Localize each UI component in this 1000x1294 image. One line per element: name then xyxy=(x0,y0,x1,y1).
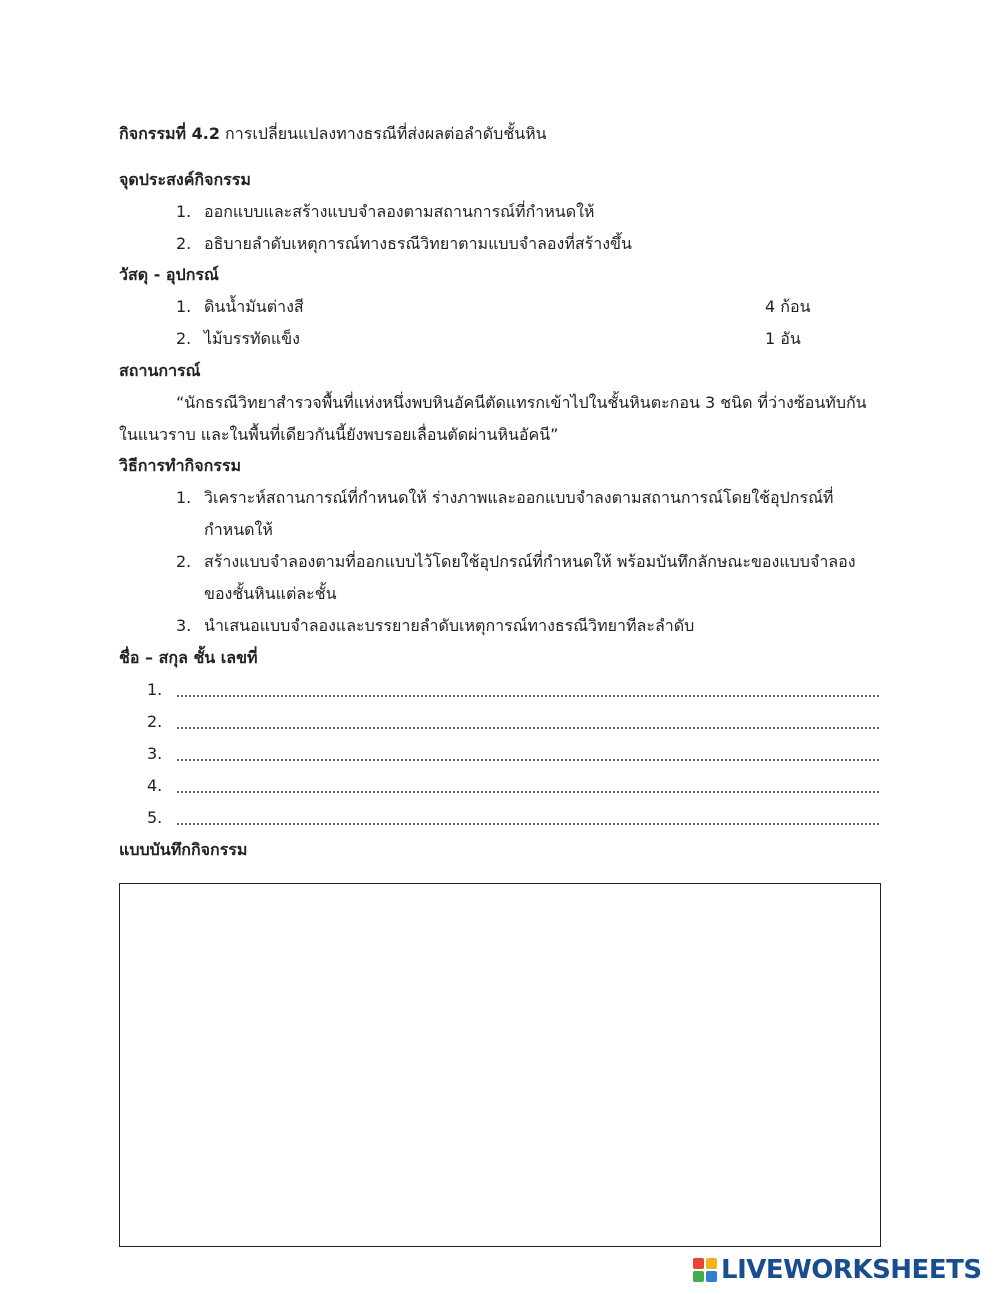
activity-title-text: การเปลี่ยนแปลงทางธรณีที่ส่งผลต่อลำดับชั้นหิน xyxy=(225,124,547,143)
logo-blocks-icon xyxy=(693,1258,717,1282)
procedure-step-text-cont: กำหนดให้ xyxy=(204,520,273,539)
procedure-step-text-cont: ของชั้นหินแต่ละชั้น xyxy=(204,584,337,603)
activity-label: กิจกรรมที่ 4.2 xyxy=(119,124,220,143)
material-quantity: 1 อัน xyxy=(765,329,801,348)
objective-text: อธิบายลำดับเหตุการณ์ทางธรณีวิทยาตามแบบจำลองที่สร้างขึ้น xyxy=(204,234,632,253)
objective-number: 1. xyxy=(176,202,192,221)
material-number: 2. xyxy=(176,329,192,348)
record-heading: แบบบันทึกกิจกรรม xyxy=(119,840,248,859)
material-name: ไม้บรรทัดแข็ง xyxy=(204,329,300,348)
name-entry-line[interactable] xyxy=(176,759,881,761)
name-row-number: 3. xyxy=(147,744,163,763)
procedure-step-number: 3. xyxy=(176,616,192,635)
objective-text: ออกแบบและสร้างแบบจำลองตามสถานการณ์ที่กำหนดให้ xyxy=(204,202,595,221)
name-row-number: 4. xyxy=(147,776,163,795)
name-entry-line[interactable] xyxy=(176,695,881,697)
material-number: 1. xyxy=(176,297,192,316)
procedure-step-text: วิเคราะห์สถานการณ์ที่กำหนดให้ ร่างภาพและออกแบบจำลงตามสถานการณ์โดยใช้อุปกรณ์ที่ xyxy=(204,488,834,507)
name-entry-line[interactable] xyxy=(176,791,881,793)
names-heading: ชื่อ – สกุล ชั้น เลขที่ xyxy=(119,648,258,667)
name-entry-line[interactable] xyxy=(176,823,881,825)
logo-text: LIVEWORKSHEETS xyxy=(721,1255,982,1285)
name-row-number: 5. xyxy=(147,808,163,827)
materials-heading: วัสดุ - อุปกรณ์ xyxy=(119,265,219,284)
liveworksheets-logo xyxy=(693,1256,982,1284)
procedure-step-number: 1. xyxy=(176,488,192,507)
activity-title xyxy=(119,124,547,144)
record-answer-box[interactable] xyxy=(119,883,881,1247)
procedure-step-text: นำเสนอแบบจำลองและบรรยายลำดับเหตุการณ์ทางธรณีวิทยาทีละลำดับ xyxy=(204,616,695,635)
procedure-step-number: 2. xyxy=(176,552,192,571)
scenario-text-line2: ในแนวราบ และในพื้นที่เดียวกันนี้ยังพบรอยเลื่อนตัดผ่านหินอัคนี” xyxy=(119,425,559,444)
material-name: ดินน้ำมันต่างสี xyxy=(204,297,304,316)
name-row-number: 2. xyxy=(147,712,163,731)
scenario-text-line1: “นักธรณีวิทยาสำรวจพื้นที่แห่งหนึ่งพบหินอัคนีตัดแทรกเข้าไปในชั้นหินตะกอน 3 ชนิด ที่ว่างซ้อนทับกัน xyxy=(176,393,867,412)
objectives-heading: จุดประสงค์กิจกรรม xyxy=(119,170,251,189)
scenario-heading: สถานการณ์ xyxy=(119,361,201,380)
procedure-step-text: สร้างแบบจำลองตามที่ออกแบบไว้โดยใช้อุปกรณ์ที่กำหนดให้ พร้อมบันทึกลักษณะของแบบจำลอง xyxy=(204,552,856,571)
name-row-number: 1. xyxy=(147,680,163,699)
procedure-heading: วิธีการทำกิจกรรม xyxy=(119,456,242,475)
objective-number: 2. xyxy=(176,234,192,253)
name-entry-line[interactable] xyxy=(176,727,881,729)
material-quantity: 4 ก้อน xyxy=(765,297,811,316)
